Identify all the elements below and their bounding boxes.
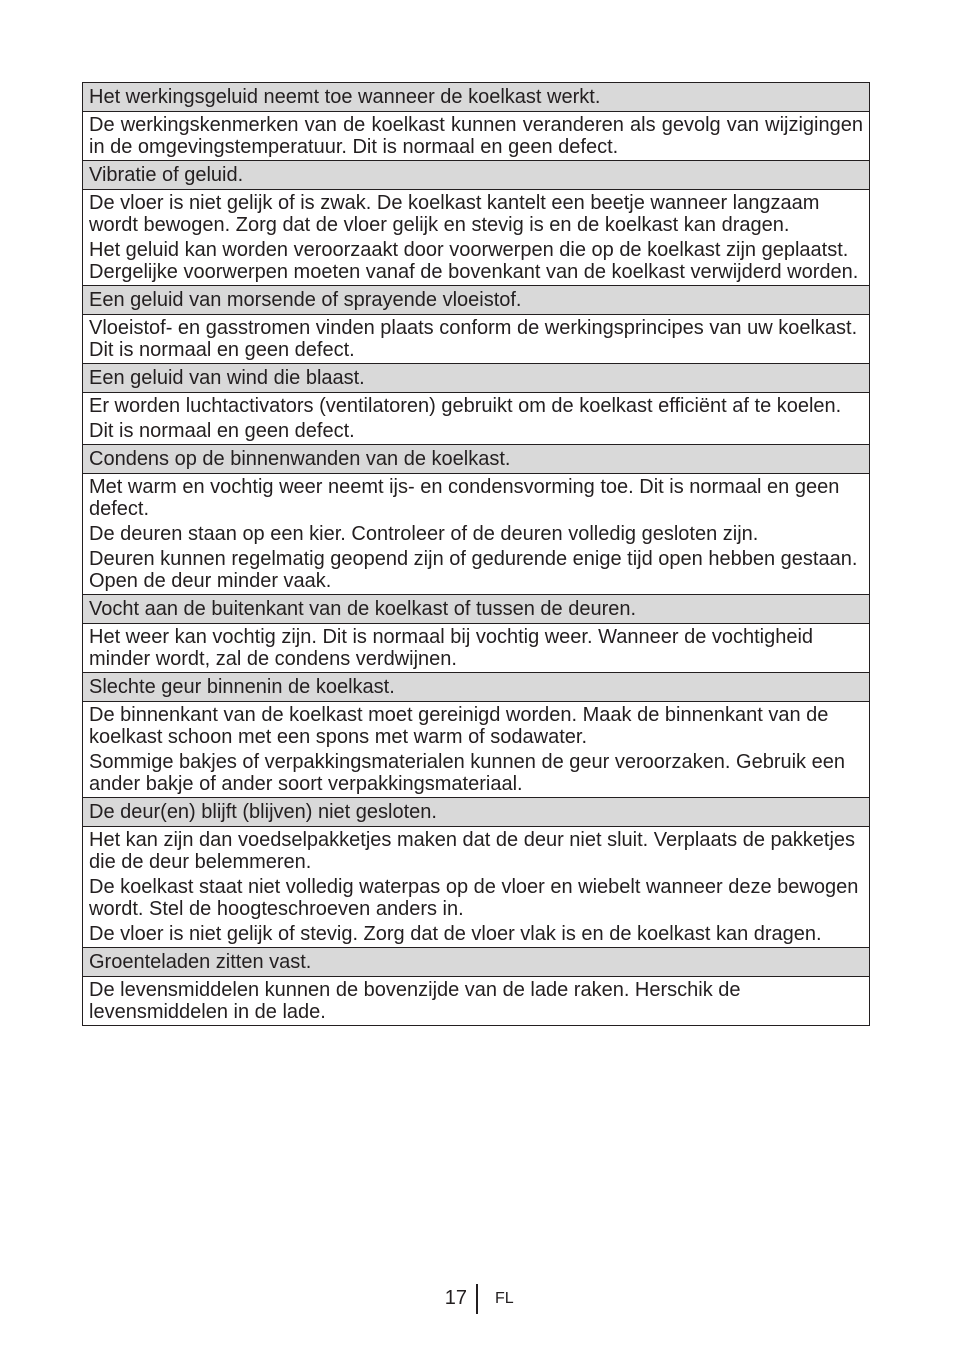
- problem-heading: Een geluid van wind die blaast.: [83, 363, 869, 392]
- problem-explanation: [83, 826, 869, 947]
- explanation-paragraph: De levensmiddelen kunnen de bovenzijde van de lade raken. Herschik de levensmiddelen in de lade.: [89, 979, 741, 1023]
- problem-heading: Vibratie of geluid.: [83, 160, 869, 189]
- problem-explanation: [83, 314, 869, 363]
- explanation-paragraph: De werkingskenmerken van de koelkast kunnen veranderen als gevolg van wijzigingen in de omgevingstemperatuur. Dit is normaal en geen defect.: [89, 114, 863, 158]
- explanation-paragraph: De binnenkant van de koelkast moet gereinigd worden. Maak de binnenkant van de koelkast schoon met een spons met warm of sodawater.: [89, 704, 829, 748]
- problem-heading: De deur(en) blijft (blijven) niet gesloten.: [83, 797, 869, 826]
- problem-explanation: [83, 473, 869, 594]
- explanation-paragraph: Dit is normaal en geen defect.: [89, 420, 355, 442]
- explanation-paragraph: De vloer is niet gelijk of is zwak. De koelkast kantelt een beetje wanneer langzaam wordt bewogen. Zorg dat de vloer gelijk en stevig is en de koelkast kan dragen.: [89, 192, 820, 236]
- problem-explanation: [83, 623, 869, 672]
- problem-explanation: [83, 701, 869, 797]
- language-code: FL: [495, 1290, 514, 1307]
- problem-explanation: [83, 189, 869, 285]
- problem-heading: Het werkingsgeluid neemt toe wanneer de koelkast werkt.: [83, 83, 869, 111]
- problem-heading: Groenteladen zitten vast.: [83, 947, 869, 976]
- troubleshooting-table: [82, 82, 870, 1026]
- problem-explanation: [83, 111, 869, 160]
- problem-explanation: [83, 976, 869, 1025]
- problem-explanation: [83, 392, 869, 444]
- explanation-paragraph: Het geluid kan worden veroorzaakt door voorwerpen die op de koelkast zijn geplaatst. Dergelijke voorwerpen moeten vanaf de bovenkant van de koelkast verwijderd worden.: [89, 239, 859, 283]
- explanation-paragraph: De koelkast staat niet volledig waterpas op de vloer en wiebelt wanneer deze bewogen wordt. Stel de hoogteschroeven anders in.: [89, 876, 859, 920]
- page-number: 17: [444, 1287, 467, 1309]
- explanation-paragraph: Er worden luchtactivators (ventilatoren) gebruikt om de koelkast efficiënt af te koelen.: [89, 395, 842, 417]
- explanation-paragraph: Met warm en vochtig weer neemt ijs- en condensvorming toe. Dit is normaal en geen defect.: [89, 476, 840, 520]
- problem-heading: Een geluid van morsende of sprayende vloeistof.: [83, 285, 869, 314]
- explanation-paragraph: Het weer kan vochtig zijn. Dit is normaal bij vochtig weer. Wanneer de vochtigheid minder wordt, zal de condens verdwijnen.: [89, 626, 814, 670]
- explanation-paragraph: Sommige bakjes of verpakkingsmaterialen kunnen de geur veroorzaken. Gebruik een ander bakje of ander soort verpakkingsmateriaal.: [89, 751, 845, 795]
- page-footer: [0, 1284, 954, 1314]
- problem-heading: Vocht aan de buitenkant van de koelkast of tussen de deuren.: [83, 594, 869, 623]
- explanation-paragraph: Deuren kunnen regelmatig geopend zijn of gedurende enige tijd open hebben gestaan. Open de deur minder vaak.: [89, 548, 858, 592]
- footer-divider: [476, 1284, 478, 1314]
- problem-heading: Condens op de binnenwanden van de koelkast.: [83, 444, 869, 473]
- explanation-paragraph: Het kan zijn dan voedselpakketjes maken dat de deur niet sluit. Verplaats de pakketjes die de deur belemmeren.: [89, 829, 856, 873]
- explanation-paragraph: De vloer is niet gelijk of stevig. Zorg dat de vloer vlak is en de koelkast kan dragen.: [89, 923, 822, 945]
- problem-heading: Slechte geur binnenin de koelkast.: [83, 672, 869, 701]
- explanation-paragraph: Vloeistof- en gasstromen vinden plaats conform de werkingsprincipes van uw koelkast. Dit is normaal en geen defect.: [89, 317, 858, 361]
- explanation-paragraph: De deuren staan op een kier. Controleer of de deuren volledig gesloten zijn.: [89, 523, 759, 545]
